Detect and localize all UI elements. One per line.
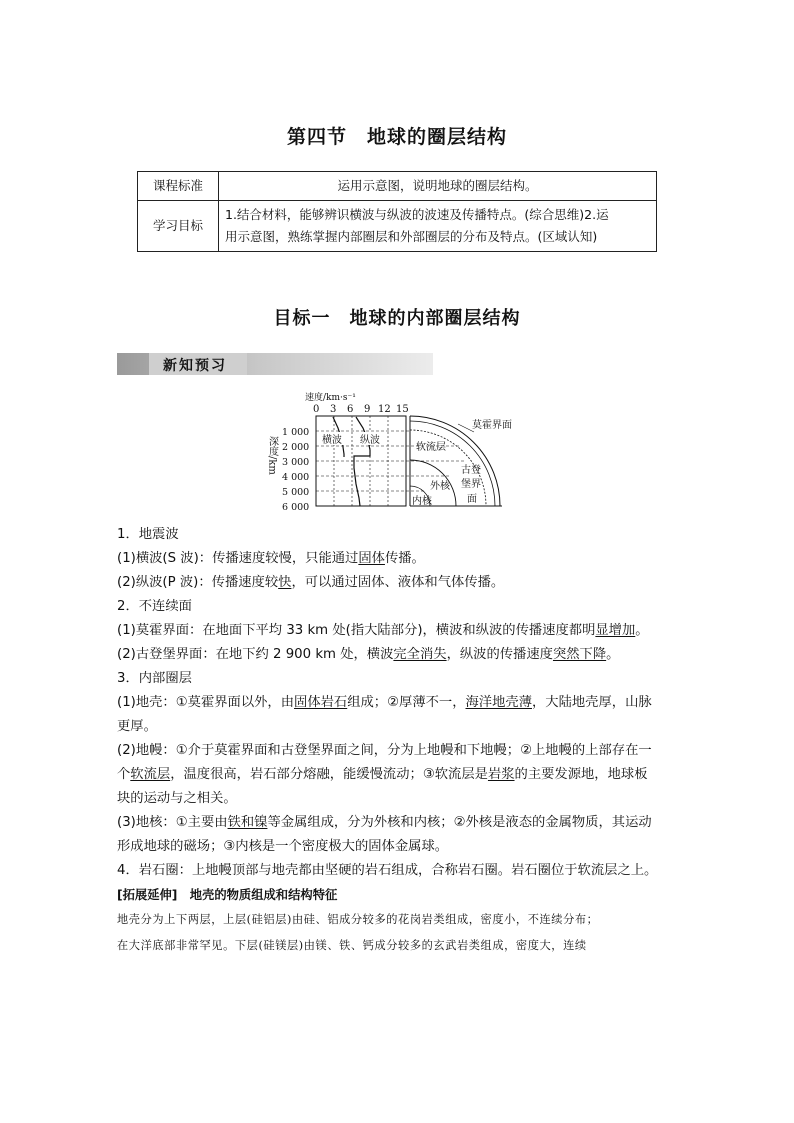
s-wave-paragraph: [117, 547, 677, 571]
outer-core-label: 外核: [430, 481, 450, 492]
speed-tick: 0: [313, 404, 320, 415]
key-term: 岩浆: [487, 767, 515, 782]
key-term: 固体: [358, 551, 385, 566]
p-wave-curve: [354, 417, 370, 506]
section-title: 目标一 地球的内部圈层结构: [273, 308, 521, 329]
p-wave-paragraph: [117, 571, 677, 595]
moho-arc: [410, 421, 495, 506]
speed-tick: 15: [396, 404, 409, 415]
depth-tick: 6 000: [282, 502, 310, 513]
speed-tick: 6: [347, 404, 354, 415]
p-wave-label: 纵波: [360, 435, 380, 446]
mantle-paragraph-end: 块的运动与之相关。: [117, 791, 237, 806]
speed-tick: 3: [330, 404, 337, 415]
crust-paragraph-cont: 更厚。: [117, 719, 157, 734]
page-title: 第四节 地球的圈层结构: [286, 126, 507, 148]
text: ，纵波的传播速度: [446, 647, 553, 662]
key-term: 快: [278, 575, 292, 590]
text: 个: [117, 767, 131, 782]
text: (3)地核：①主要由: [117, 815, 228, 830]
depth-tick: 3 000: [282, 457, 310, 468]
speed-axis-label: 速度/km·s⁻¹: [305, 393, 356, 403]
table-row: [138, 172, 657, 201]
extension-line: 地壳分为上下两层，上层(硅铝层)由硅、铝成分较多的花岗岩类组成，密度小，不连续分布；: [117, 913, 599, 926]
text: 的主要发源地，地球板: [514, 767, 648, 782]
depth-axis-label: 深度/km: [266, 436, 278, 475]
row-text-line: 1.结合材料，能够辨识横波与纵波的波速及传播特点。(综合思维)2.运: [225, 207, 609, 222]
speed-tick: 12: [378, 404, 391, 415]
heading-discontinuities: 2．不连续面: [117, 599, 192, 614]
section-band: [117, 353, 433, 375]
gutenberg-label: 古登: [461, 465, 481, 476]
text: (2)纵波(P 波)：传播速度较: [117, 575, 279, 590]
text: 。: [635, 623, 649, 638]
text: ，可以通过固体、液体和气体传播。: [291, 575, 505, 590]
text: ，温度很高，岩石部分熔融，能缓慢流动；③软流层是: [170, 767, 488, 782]
asthenosphere-label: 软流层: [416, 442, 446, 453]
s-wave-label: 横波: [322, 435, 342, 446]
gutenberg-paragraph: [117, 643, 677, 667]
mantle-paragraph: (2)地幔：①介于莫霍界面和古登堡界面之间，分为上地幔和下地幔；②上地幔的上部存在一: [117, 743, 652, 758]
standards-table: [137, 171, 657, 252]
row-label: 学习目标: [138, 201, 219, 252]
text: (1)地壳：①莫霍界面以外，由: [117, 695, 295, 710]
row-label: 课程标准: [138, 172, 219, 201]
key-term: 铁和镍: [227, 815, 268, 830]
inner-core-label: 内核: [412, 496, 432, 507]
crust-paragraph: [117, 691, 677, 715]
key-term: 显增加: [595, 623, 636, 638]
extension-title: [拓展延伸] 地壳的物质组成和结构特征: [117, 888, 338, 902]
depth-tick: 2 000: [282, 442, 310, 453]
row-text: [219, 201, 657, 252]
key-term: 海洋地壳薄: [465, 695, 532, 710]
text: 传播。: [384, 551, 425, 566]
depth-tick: 4 000: [282, 472, 310, 483]
text: (1)莫霍界面：在地面下平均 33 km 处(指大陆部分)，横波和纵波的传播速度都明: [117, 623, 596, 638]
moho-paragraph: [117, 619, 677, 643]
depth-tick: 5 000: [282, 487, 310, 498]
mantle-paragraph-cont: [117, 763, 677, 787]
core-paragraph: [117, 811, 677, 835]
speed-tick: 9: [364, 404, 371, 415]
text: 等金属组成，分为外核和内核；②外核是液态的金属物质，其运动: [267, 815, 652, 830]
table-row: [138, 201, 657, 252]
gutenberg-label: 堡界: [461, 479, 481, 490]
text: 组成；②厚薄不一，: [347, 695, 466, 710]
lithosphere-paragraph: 4．岩石圈：上地幔顶部与地壳都由坚硬的岩石组成，合称岩石圈。岩石圈位于软流层之上。: [117, 863, 658, 878]
core-paragraph-cont: 形成地球的磁场；③内核是一个密度极大的固体金属球。: [117, 839, 449, 854]
heading-seismic-waves: 1．地震波: [117, 527, 179, 542]
row-text-line: 用示意图，熟练掌握内部圈层和外部圈层的分布及特点。(区域认知): [225, 229, 598, 244]
moho-label: 莫霍界面: [472, 420, 512, 431]
text: 。: [606, 647, 620, 662]
band-label: 新知预习: [163, 358, 227, 374]
text: ，大陆地壳厚，山脉: [532, 695, 652, 710]
text: (2)古登堡界面：在地下约 2 900 km 处，横波: [117, 647, 394, 662]
gutenberg-label: 面: [467, 494, 477, 505]
heading-internal-layers: 3．内部圈层: [117, 671, 192, 686]
key-term: 固体岩石: [294, 695, 348, 710]
text: (1)横波(S 波)：传播速度较慢，只能通过: [117, 551, 359, 566]
extension-line: 在大洋底部非常罕见。下层(硅镁层)由镁、铁、钙成分较多的玄武岩类组成，密度大，连续: [117, 939, 587, 952]
content-body: [117, 523, 677, 959]
key-term: 突然下降: [552, 647, 607, 662]
row-text: 运用示意图，说明地球的圈层结构。: [219, 172, 657, 201]
depth-tick: 1 000: [282, 427, 310, 438]
key-term: 完全消失: [393, 647, 447, 662]
key-term: 软流层: [130, 767, 171, 782]
earth-structure-figure: [260, 388, 530, 518]
